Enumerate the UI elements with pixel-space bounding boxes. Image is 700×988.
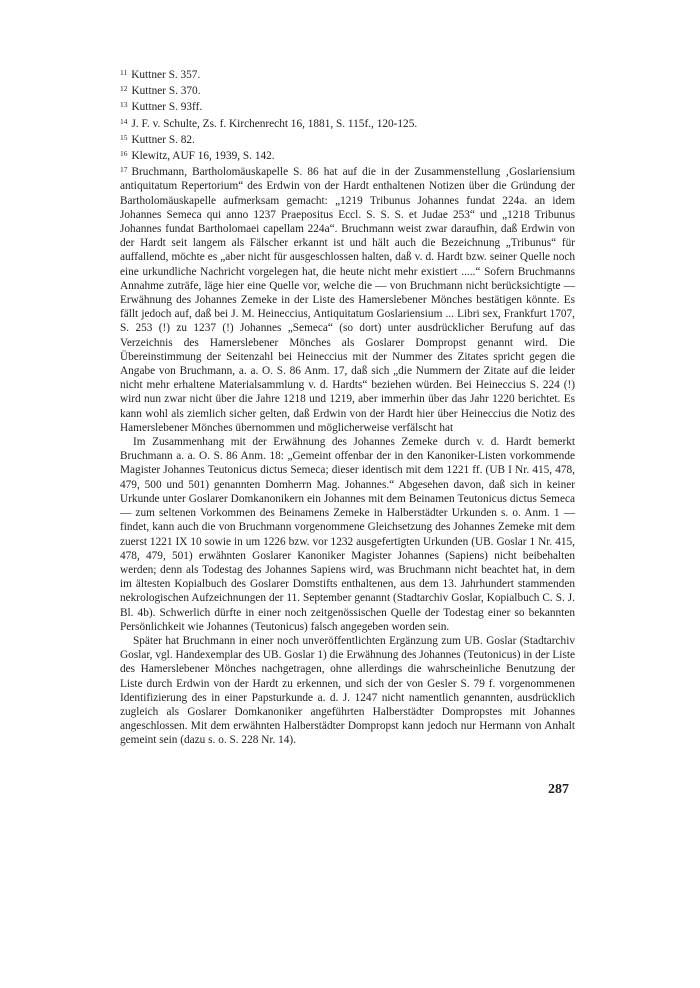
footnote-text: Kuttner S. 370. [131,85,201,98]
footnotes [120,66,575,748]
footnote-text: Klewitz, AUF 16, 1939, S. 142. [131,150,275,163]
footnote-14 [120,115,575,131]
footnote-12 [120,82,575,98]
footnote-17-paragraph-3 [120,634,575,748]
footnote-11 [120,66,575,82]
footnote-number: 16 [120,149,128,159]
footnote-15 [120,131,575,147]
footnote-text: Kuttner S. 357. [131,69,201,81]
page-number: 287 [548,782,569,797]
footnote-text: Bruchmann, Bartholomäuskapelle S. 86 hat auf die in der Zusammenstellung ‚Goslariensium antiquitatum Repertorium“ des Erdwin von der Hardt enthaltenen Notizen über die Gründung der Bartholomäuskapelle aufmerksam gemacht: „1219 Tribunus Johannes fundat 224a. an idem Johannes Semeca qui anno 1237 Praepositus Eccl. S. S. S. et Judae 253“ und „1218 Tribunus Johannes fundat Bartholomaei capellam 224a“. Bruchmann weist zwar daraufhin, daß Erdwin von der Hardt seit langem als Fälscher erkannt ist und hält auch die Bezeichnung „Tribunus“ für auffallend, möchte es „aber nicht für ausgeschlossen halten, daß v. d. Hardt bzw. seiner Quelle noch eine urkundliche Nachricht vorgelegen hat, die heute nicht mehr existiert .....“ Sofern Bruchmanns Annahme zuträfe, läge hier eine Quelle vor, welche die — von Bruchmann nicht berücksichtigte — Erwähnung des Johannes Zemeke in der Liste des Hamerslebener Mönches bestätigen könnte. Es fällt jedoch auf, daß bei J. M. Heineccius, Antiquitatum Goslariensium ... Libri sex, Frankfurt 1707, S. 253 (!) zu 1237 (!) Johannes „Semeca“ (so dort) unter ausdrücklicher Berufung auf das Verzeichnis des Hamerslebener Mönches als Goslarer Dompropst genannt wird. Die Übereinstimmung der Seitenzahl bei Heineccius mit der Nummer des Zitates spricht gegen die Angabe von Bruchmann, a. a. O. S. 86 Anm. 17, daß sich „die Nummern der Zitate auf die leider nicht mehr erhaltene Materialsammlung v. d. Hardts“ beziehen würden. Bei Heineccius S. 224 (!) wird nun zwar nicht über die Jahre 1218 und 1219, aber immerhin über das Jahr 1220 berichtet. Es kann wohl als ziemlich sicher gelten, daß Erdwin von der Hardt hier über Heineccius die Notiz des Hamerslebener Mönches übernommen und möglicherweise verfälscht hat [120,166,575,434]
footnote-number: 11 [120,68,128,77]
footnote-text: J. F. v. Schulte, Zs. f. Kirchenrecht 16, 1881, S. 115f., 120-125. [131,117,418,130]
footnote-number: 12 [120,84,128,94]
footnote-number: 14 [120,116,128,126]
footnote-17 [120,163,575,435]
footnote-13 [120,98,575,114]
footnote-16 [120,147,575,163]
footnote-text: Später hat Bruchmann in einer noch unveröffentlichten Ergänzung zum UB. Goslar (Stadtarchiv Goslar, vgl. Handexemplar des UB. Goslar 1) die Erwähnung des Johannes (Teutonicus) in der Liste des Hamerslebener Mönches nachgetragen, ohne allerdings die wahrscheinliche Benutzung der Liste durch Erdwin von der Hardt zu erkennen, und sich der von Gesler S. 79 f. vorgenommenen Identifizierung des in einer Papsturkunde a. d. J. 1247 nicht namentlich genannten, ausdrücklich zugleich als Goslarer Domkanoniker angeführten Halberstädter Dompropstes mit Johannes angeschlossen. Mit dem erwähnten Halberstädter Dompropst kann jedoch nur Hermann von Anhalt gemeint sein (dazu s. o. S. 228 Nr. 14). [120,634,575,747]
footnote-text: Kuttner S. 82. [131,133,195,146]
footnote-text: Kuttner S. 93ff. [131,101,203,114]
footnote-number: 13 [120,100,128,110]
footnote-17-paragraph-2 [120,435,575,634]
footnote-number: 15 [120,132,128,142]
footnote-number: 17 [120,165,128,175]
footnote-text: Im Zusammenhang mit der Erwähnung des Johannes Zemeke durch v. d. Hardt bemerkt Bruchmann a. a. O. S. 86 Anm. 18: „Gemeint offenbar der in den Kanoniker-Listen vorkommende Magister Johannes Teutonicus dictus Semeca; dieser identisch mit dem 1221 ff. (UB I Nr. 415, 478, 479, 500 und 501) genannten Domherrn Mag. Johannes.“ Abgesehen davon, daß sich in keiner Urkunde unter Goslarer Domkanonikern ein Johannes mit dem Beinamen Teutonicus dictus Semeca — zum seltenen Vorkommen des Beinamens Zemeke in Halberstädter Urkunden s. o. Anm. 1 — findet, kann auch die von Bruchmann vorgenommene Gleichsetzung des Johannes Zemeke mit dem zuerst 1221 IX 10 sowie in um 1226 bzw. vor 1232 ausgefertigten Urkunden (UB. Goslar 1 Nr. 415, 478, 479, 501) erwähnten Goslarer Kanoniker Magister Johannes (Sapiens) nicht beibehalten werden; denn als Todestag des Johannes Sapiens wird, was Bruchmann nicht beachtet hat, in dem im ältesten Kopialbuch des Goslarer Domstifts enthaltenen, aus dem 13. Jahrhundert stammenden nekrologischen Aufzeichnungen der 11. September genannt (Stadtarchiv Goslar, Kopialbuch C. S. J. Bl. 4b). Schwerlich dürfte in einer noch zeitgenössischen Quelle der Todestag einer so bekannten Persönlichkeit wie Johannes (Teutonicus) falsch angegeben worden sein. [120,436,575,633]
